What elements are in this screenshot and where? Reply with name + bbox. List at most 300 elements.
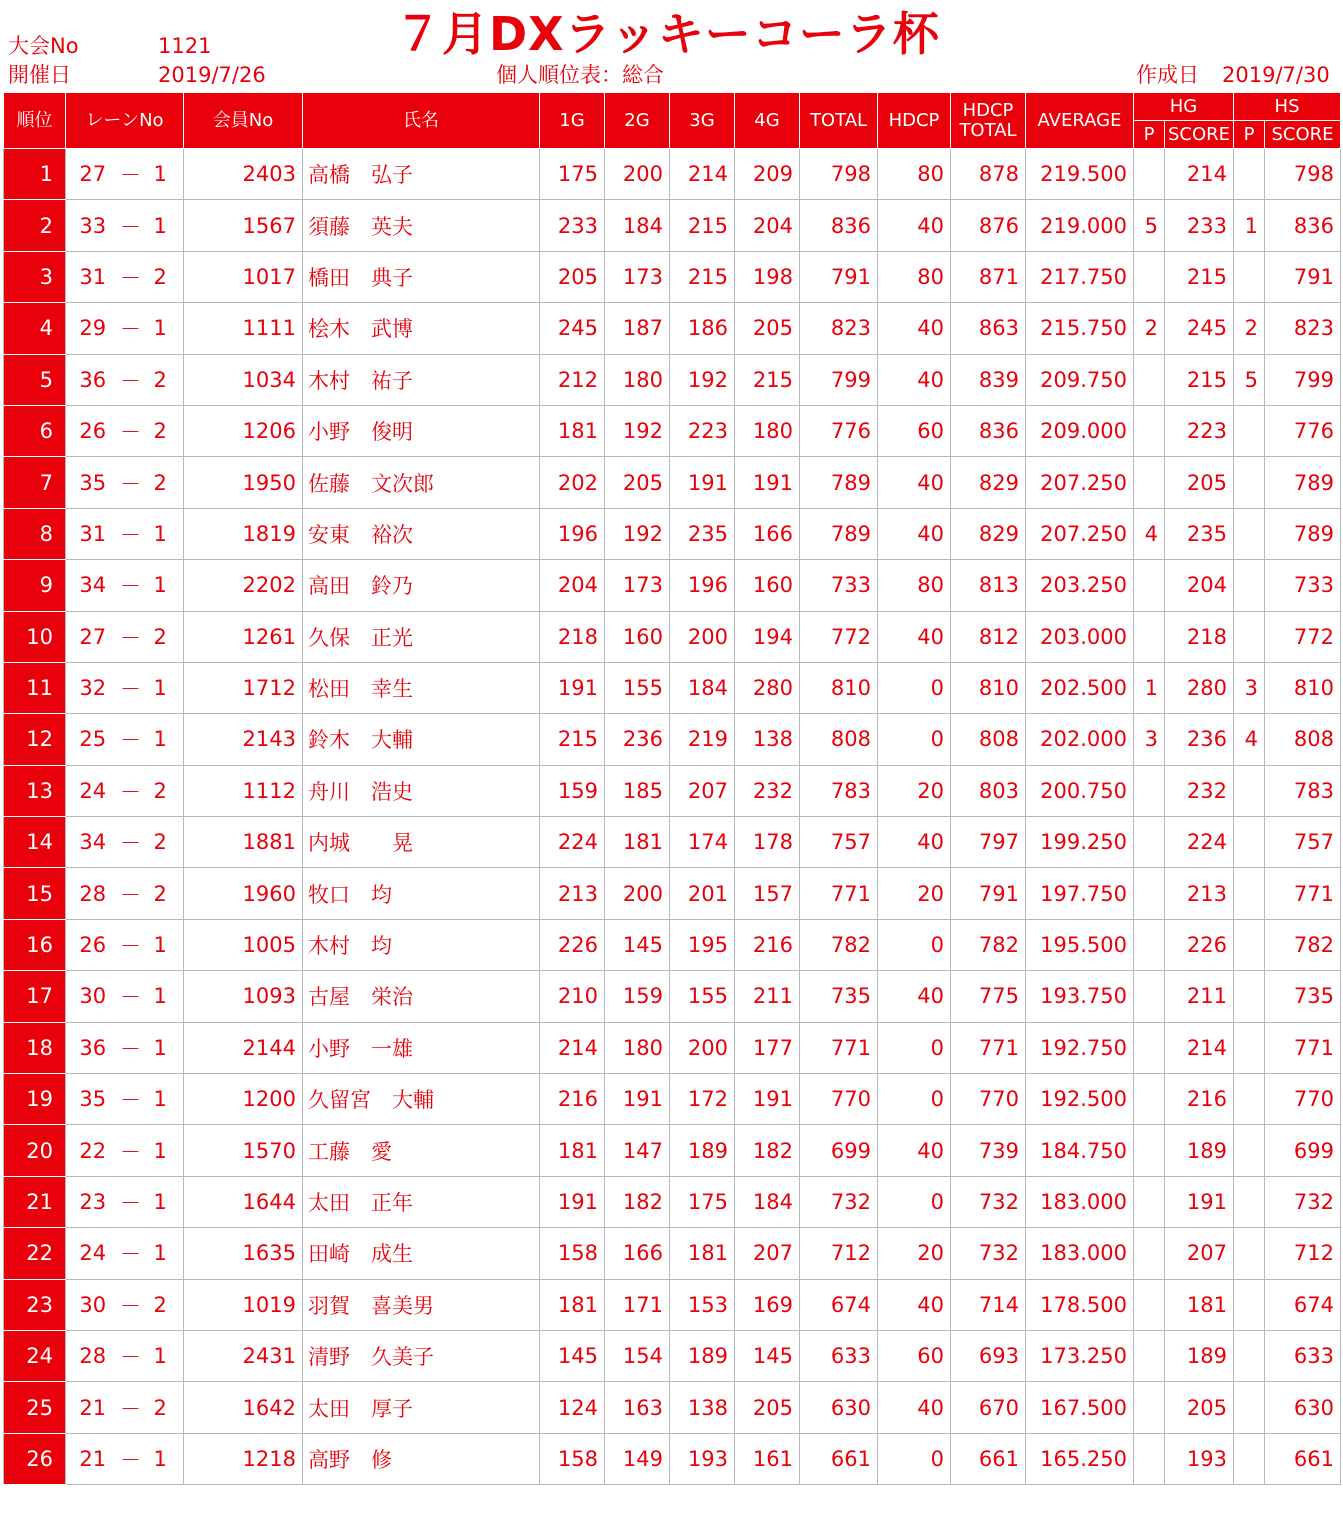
handicap: 80 <box>878 149 951 200</box>
high-game-score: 214 <box>1165 149 1234 200</box>
handicap: 40 <box>878 354 951 405</box>
handicap-total: 782 <box>951 919 1026 970</box>
game-3-score: 215 <box>670 251 735 302</box>
col-2g: 2G <box>605 93 670 149</box>
high-series-place <box>1234 611 1265 662</box>
game-3-score: 174 <box>670 817 735 868</box>
high-series-place <box>1234 508 1265 559</box>
handicap-total: 808 <box>951 714 1026 765</box>
col-hdcp-total <box>951 93 1026 149</box>
game-1-score: 226 <box>540 919 605 970</box>
lane-separator: － <box>120 508 142 559</box>
created-date: 2019/7/30 <box>1222 63 1330 87</box>
average-score: 203.000 <box>1026 611 1134 662</box>
game-1-score: 218 <box>540 611 605 662</box>
high-series-score: 798 <box>1265 149 1341 200</box>
game-3-score: 223 <box>670 405 735 456</box>
average-score: 215.750 <box>1026 303 1134 354</box>
high-game-score: 232 <box>1165 765 1234 816</box>
game-1-score: 158 <box>540 1433 605 1484</box>
handicap: 40 <box>878 611 951 662</box>
total-score: 735 <box>800 971 878 1022</box>
handicap-total: 836 <box>951 405 1026 456</box>
game-2-score: 145 <box>605 919 670 970</box>
rank-cell: 23 <box>4 1279 66 1330</box>
high-game-place <box>1134 354 1165 405</box>
table-row <box>4 1433 1341 1484</box>
high-game-place <box>1134 1330 1165 1381</box>
high-game-place <box>1134 560 1165 611</box>
member-number: 1960 <box>184 868 303 919</box>
high-series-place <box>1234 1330 1265 1381</box>
high-series-score: 757 <box>1265 817 1341 868</box>
rank-cell: 21 <box>4 1176 66 1227</box>
high-game-score: 235 <box>1165 508 1234 559</box>
lane-sub-number: 2 <box>142 354 184 405</box>
lane-sub-number: 2 <box>142 817 184 868</box>
lane-number: 24 <box>66 765 120 816</box>
high-series-place <box>1234 1022 1265 1073</box>
rank-cell: 16 <box>4 919 66 970</box>
game-1-score: 175 <box>540 149 605 200</box>
table-row <box>4 1228 1341 1279</box>
handicap-total: 878 <box>951 149 1026 200</box>
col-average: AVERAGE <box>1026 93 1134 149</box>
high-game-place <box>1134 919 1165 970</box>
player-name: 木村 祐子 <box>303 354 540 405</box>
game-4-score: 180 <box>735 405 800 456</box>
table-row <box>4 1022 1341 1073</box>
col-hs: HS <box>1234 93 1341 121</box>
high-series-score: 791 <box>1265 251 1341 302</box>
handicap: 80 <box>878 560 951 611</box>
handicap: 0 <box>878 714 951 765</box>
handicap: 0 <box>878 662 951 713</box>
handicap-total: 775 <box>951 971 1026 1022</box>
player-name: 牧口 均 <box>303 868 540 919</box>
game-4-score: 145 <box>735 1330 800 1381</box>
lane-number: 31 <box>66 508 120 559</box>
high-game-place: 5 <box>1134 200 1165 251</box>
game-3-score: 200 <box>670 611 735 662</box>
lane-separator: － <box>120 405 142 456</box>
game-1-score: 181 <box>540 1125 605 1176</box>
high-game-place <box>1134 1433 1165 1484</box>
rank-cell: 7 <box>4 457 66 508</box>
game-4-score: 191 <box>735 1074 800 1125</box>
total-score: 630 <box>800 1382 878 1433</box>
lane-sub-number: 2 <box>142 1382 184 1433</box>
player-name: 久保 正光 <box>303 611 540 662</box>
created-label: 作成日 <box>1136 63 1199 87</box>
table-row <box>4 560 1341 611</box>
high-series-score: 776 <box>1265 405 1341 456</box>
high-series-place <box>1234 457 1265 508</box>
high-series-place <box>1234 765 1265 816</box>
member-number: 1017 <box>184 251 303 302</box>
rank-cell: 10 <box>4 611 66 662</box>
average-score: 173.250 <box>1026 1330 1134 1381</box>
table-row <box>4 611 1341 662</box>
handicap-total: 732 <box>951 1228 1026 1279</box>
average-score: 199.250 <box>1026 817 1134 868</box>
handicap-total: 714 <box>951 1279 1026 1330</box>
col-hg-p: P <box>1134 121 1165 149</box>
high-series-place <box>1234 1125 1265 1176</box>
member-number: 2202 <box>184 560 303 611</box>
average-score: 195.500 <box>1026 919 1134 970</box>
high-game-score: 181 <box>1165 1279 1234 1330</box>
high-series-place <box>1234 817 1265 868</box>
player-name: 高田 鈴乃 <box>303 560 540 611</box>
game-1-score: 205 <box>540 251 605 302</box>
player-name: 清野 久美子 <box>303 1330 540 1381</box>
high-game-score: 211 <box>1165 971 1234 1022</box>
player-name: 佐藤 文次郎 <box>303 457 540 508</box>
rank-cell: 14 <box>4 817 66 868</box>
game-4-score: 211 <box>735 971 800 1022</box>
lane-sub-number: 1 <box>142 1074 184 1125</box>
member-number: 2143 <box>184 714 303 765</box>
high-series-score: 810 <box>1265 662 1341 713</box>
high-game-place <box>1134 251 1165 302</box>
member-number: 2431 <box>184 1330 303 1381</box>
high-series-score: 772 <box>1265 611 1341 662</box>
game-2-score: 171 <box>605 1279 670 1330</box>
average-score: 167.500 <box>1026 1382 1134 1433</box>
member-number: 1218 <box>184 1433 303 1484</box>
game-4-score: 160 <box>735 560 800 611</box>
game-2-score: 182 <box>605 1176 670 1227</box>
rank-cell: 13 <box>4 765 66 816</box>
player-name: 太田 厚子 <box>303 1382 540 1433</box>
high-game-place <box>1134 405 1165 456</box>
lane-separator: － <box>120 1022 142 1073</box>
lane-sub-number: 1 <box>142 303 184 354</box>
game-4-score: 216 <box>735 919 800 970</box>
table-row <box>4 868 1341 919</box>
game-3-score: 181 <box>670 1228 735 1279</box>
average-score: 202.000 <box>1026 714 1134 765</box>
report-name: 個人順位表：総合 <box>496 63 664 87</box>
high-game-score: 223 <box>1165 405 1234 456</box>
table-body <box>4 149 1341 1485</box>
game-4-score: 280 <box>735 662 800 713</box>
col-member-no: 会員No <box>184 93 303 149</box>
total-score: 770 <box>800 1074 878 1125</box>
rank-cell: 20 <box>4 1125 66 1176</box>
game-2-score: 181 <box>605 817 670 868</box>
game-2-score: 192 <box>605 508 670 559</box>
table-row <box>4 354 1341 405</box>
table-row <box>4 765 1341 816</box>
game-4-score: 204 <box>735 200 800 251</box>
col-total: TOTAL <box>800 93 878 149</box>
high-game-place: 4 <box>1134 508 1165 559</box>
player-name: 久留宮 大輔 <box>303 1074 540 1125</box>
lane-number: 27 <box>66 611 120 662</box>
lane-number: 30 <box>66 971 120 1022</box>
member-number: 1206 <box>184 405 303 456</box>
game-3-score: 189 <box>670 1330 735 1381</box>
table-row <box>4 200 1341 251</box>
average-score: 192.500 <box>1026 1074 1134 1125</box>
member-number: 1950 <box>184 457 303 508</box>
total-score: 674 <box>800 1279 878 1330</box>
game-2-score: 155 <box>605 662 670 713</box>
game-4-score: 232 <box>735 765 800 816</box>
lane-number: 28 <box>66 1330 120 1381</box>
high-game-place <box>1134 817 1165 868</box>
member-number: 1570 <box>184 1125 303 1176</box>
lane-number: 29 <box>66 303 120 354</box>
high-series-score: 674 <box>1265 1279 1341 1330</box>
col-hs-score: SCORE <box>1265 121 1341 149</box>
high-series-place <box>1234 1279 1265 1330</box>
player-name: 小野 一雄 <box>303 1022 540 1073</box>
game-1-score: 158 <box>540 1228 605 1279</box>
total-score: 783 <box>800 765 878 816</box>
col-4g: 4G <box>735 93 800 149</box>
high-series-score: 699 <box>1265 1125 1341 1176</box>
game-1-score: 204 <box>540 560 605 611</box>
lane-sub-number: 2 <box>142 405 184 456</box>
high-game-place <box>1134 1228 1165 1279</box>
member-number: 1005 <box>184 919 303 970</box>
high-game-score: 204 <box>1165 560 1234 611</box>
table-row <box>4 817 1341 868</box>
game-4-score: 207 <box>735 1228 800 1279</box>
event-date: 2019/7/26 <box>158 63 266 87</box>
handicap: 40 <box>878 303 951 354</box>
high-game-score: 216 <box>1165 1074 1234 1125</box>
lane-number: 24 <box>66 1228 120 1279</box>
lane-separator: － <box>120 200 142 251</box>
high-series-score: 633 <box>1265 1330 1341 1381</box>
high-game-score: 218 <box>1165 611 1234 662</box>
game-1-score: 215 <box>540 714 605 765</box>
lane-separator: － <box>120 714 142 765</box>
member-number: 1644 <box>184 1176 303 1227</box>
handicap: 20 <box>878 765 951 816</box>
col-3g: 3G <box>670 93 735 149</box>
high-game-score: 193 <box>1165 1433 1234 1484</box>
handicap: 20 <box>878 868 951 919</box>
high-game-score: 189 <box>1165 1330 1234 1381</box>
player-name: 橋田 典子 <box>303 251 540 302</box>
member-number: 1567 <box>184 200 303 251</box>
lane-sub-number: 1 <box>142 1125 184 1176</box>
lane-number: 22 <box>66 1125 120 1176</box>
lane-sub-number: 1 <box>142 200 184 251</box>
rank-cell: 18 <box>4 1022 66 1073</box>
table-row <box>4 1382 1341 1433</box>
player-name: 羽賀 喜美男 <box>303 1279 540 1330</box>
lane-number: 35 <box>66 1074 120 1125</box>
table-row <box>4 1176 1341 1227</box>
page-title: ７月DXラッキーコーラ杯 <box>395 7 940 61</box>
rank-cell: 1 <box>4 149 66 200</box>
lane-sub-number: 1 <box>142 971 184 1022</box>
player-name: 安東 裕次 <box>303 508 540 559</box>
lane-sub-number: 2 <box>142 611 184 662</box>
lane-separator: － <box>120 1382 142 1433</box>
total-score: 771 <box>800 868 878 919</box>
lane-sub-number: 1 <box>142 919 184 970</box>
lane-number: 26 <box>66 919 120 970</box>
game-4-score: 215 <box>735 354 800 405</box>
high-series-score: 823 <box>1265 303 1341 354</box>
high-series-place <box>1234 1433 1265 1484</box>
member-number: 1881 <box>184 817 303 868</box>
lane-number: 25 <box>66 714 120 765</box>
handicap: 40 <box>878 817 951 868</box>
lane-number: 36 <box>66 354 120 405</box>
lane-separator: － <box>120 662 142 713</box>
game-2-score: 173 <box>605 251 670 302</box>
lane-number: 35 <box>66 457 120 508</box>
high-game-score: 213 <box>1165 868 1234 919</box>
rank-cell: 12 <box>4 714 66 765</box>
rank-cell: 8 <box>4 508 66 559</box>
game-2-score: 185 <box>605 765 670 816</box>
lane-separator: － <box>120 303 142 354</box>
lane-number: 32 <box>66 662 120 713</box>
handicap-total: 813 <box>951 560 1026 611</box>
game-2-score: 173 <box>605 560 670 611</box>
lane-separator: － <box>120 1433 142 1484</box>
average-score: 209.000 <box>1026 405 1134 456</box>
high-series-place: 5 <box>1234 354 1265 405</box>
game-3-score: 192 <box>670 354 735 405</box>
handicap: 40 <box>878 1125 951 1176</box>
high-game-place: 1 <box>1134 662 1165 713</box>
high-series-score: 808 <box>1265 714 1341 765</box>
high-game-score: 205 <box>1165 1382 1234 1433</box>
member-number: 1200 <box>184 1074 303 1125</box>
lane-separator: － <box>120 251 142 302</box>
player-name: 須藤 英夫 <box>303 200 540 251</box>
high-series-score: 783 <box>1265 765 1341 816</box>
game-2-score: 187 <box>605 303 670 354</box>
table-row <box>4 251 1341 302</box>
average-score: 202.500 <box>1026 662 1134 713</box>
col-rank: 順位 <box>4 93 66 149</box>
handicap: 0 <box>878 1022 951 1073</box>
game-4-score: 205 <box>735 303 800 354</box>
game-3-score: 138 <box>670 1382 735 1433</box>
high-series-place <box>1234 405 1265 456</box>
table-row <box>4 149 1341 200</box>
table-row <box>4 1330 1341 1381</box>
lane-separator: － <box>120 354 142 405</box>
member-number: 1261 <box>184 611 303 662</box>
high-game-place <box>1134 1176 1165 1227</box>
game-1-score: 181 <box>540 1279 605 1330</box>
rank-cell: 19 <box>4 1074 66 1125</box>
high-series-score: 771 <box>1265 868 1341 919</box>
lane-number: 27 <box>66 149 120 200</box>
lane-number: 33 <box>66 200 120 251</box>
total-score: 633 <box>800 1330 878 1381</box>
average-score: 184.750 <box>1026 1125 1134 1176</box>
lane-separator: － <box>120 1125 142 1176</box>
game-3-score: 200 <box>670 1022 735 1073</box>
rank-cell: 11 <box>4 662 66 713</box>
game-3-score: 184 <box>670 662 735 713</box>
handicap-total: 863 <box>951 303 1026 354</box>
game-4-score: 166 <box>735 508 800 559</box>
col-hdcp: HDCP <box>878 93 951 149</box>
lane-number: 34 <box>66 817 120 868</box>
lane-separator: － <box>120 457 142 508</box>
member-number: 1712 <box>184 662 303 713</box>
player-name: 鈴木 大輔 <box>303 714 540 765</box>
high-series-place <box>1234 560 1265 611</box>
handicap-total: 771 <box>951 1022 1026 1073</box>
game-1-score: 124 <box>540 1382 605 1433</box>
lane-number: 23 <box>66 1176 120 1227</box>
high-series-place <box>1234 251 1265 302</box>
lane-sub-number: 2 <box>142 868 184 919</box>
player-name: 木村 均 <box>303 919 540 970</box>
lane-sub-number: 1 <box>142 1022 184 1073</box>
handicap-total: 732 <box>951 1176 1026 1227</box>
lane-separator: － <box>120 149 142 200</box>
handicap: 0 <box>878 919 951 970</box>
table-row <box>4 1279 1341 1330</box>
game-4-score: 178 <box>735 817 800 868</box>
handicap: 40 <box>878 508 951 559</box>
high-series-place: 4 <box>1234 714 1265 765</box>
handicap: 80 <box>878 251 951 302</box>
col-name: 氏名 <box>303 93 540 149</box>
total-score: 776 <box>800 405 878 456</box>
lane-separator: － <box>120 817 142 868</box>
game-2-score: 236 <box>605 714 670 765</box>
member-number: 1819 <box>184 508 303 559</box>
player-name: 高野 修 <box>303 1433 540 1484</box>
handicap-total: 871 <box>951 251 1026 302</box>
game-1-score: 159 <box>540 765 605 816</box>
average-score: 197.750 <box>1026 868 1134 919</box>
high-game-score: 226 <box>1165 919 1234 970</box>
total-score: 789 <box>800 508 878 559</box>
high-game-score: 233 <box>1165 200 1234 251</box>
average-score: 192.750 <box>1026 1022 1134 1073</box>
high-series-place: 1 <box>1234 200 1265 251</box>
game-2-score: 163 <box>605 1382 670 1433</box>
rank-cell: 26 <box>4 1433 66 1484</box>
handicap-total: 693 <box>951 1330 1026 1381</box>
handicap-total: 803 <box>951 765 1026 816</box>
rank-cell: 25 <box>4 1382 66 1433</box>
lane-separator: － <box>120 611 142 662</box>
game-3-score: 215 <box>670 200 735 251</box>
game-4-score: 198 <box>735 251 800 302</box>
lane-sub-number: 2 <box>142 251 184 302</box>
handicap-total: 839 <box>951 354 1026 405</box>
game-2-score: 192 <box>605 405 670 456</box>
game-2-score: 191 <box>605 1074 670 1125</box>
member-number: 1635 <box>184 1228 303 1279</box>
col-lane: レーンNo <box>66 93 184 149</box>
rank-cell: 24 <box>4 1330 66 1381</box>
game-4-score: 194 <box>735 611 800 662</box>
table-row <box>4 1074 1341 1125</box>
game-3-score: 175 <box>670 1176 735 1227</box>
high-game-place <box>1134 149 1165 200</box>
